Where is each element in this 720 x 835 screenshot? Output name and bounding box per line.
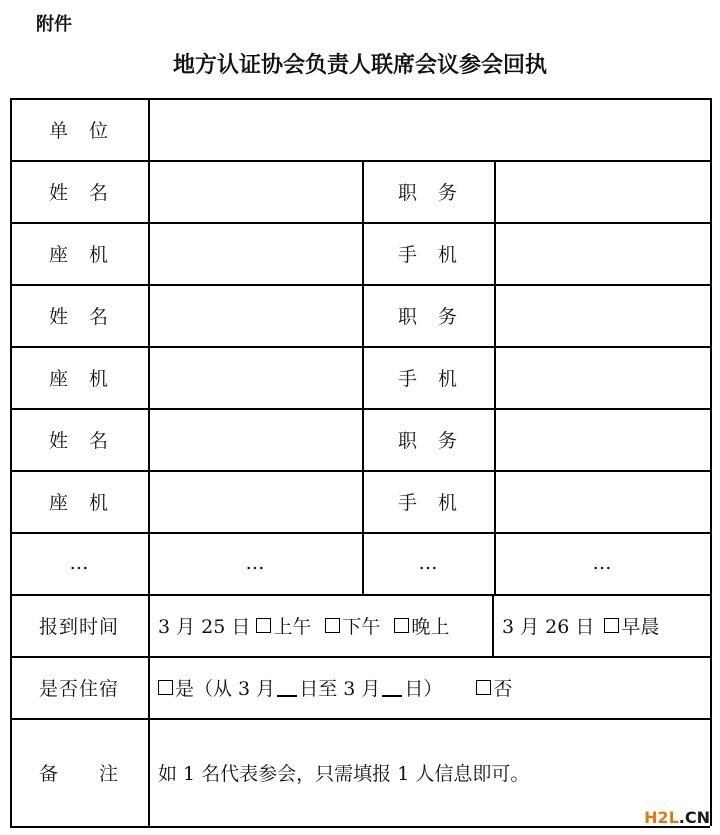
phone-field[interactable] — [148, 346, 362, 408]
ellipsis-cell: … — [69, 552, 89, 574]
page-title: 地方认证协会负责人联席会议参会回执 — [172, 52, 547, 78]
ellipsis-cell: … — [245, 552, 265, 574]
remarks-label: 备 注 — [38, 762, 119, 785]
phone-label: 座 机 — [48, 367, 109, 390]
lodging-range-open: （从 3 月 — [194, 677, 276, 700]
watermark-logo: H2L.CN — [644, 808, 710, 827]
lodging-yes-label: 是 — [175, 677, 195, 700]
mobile-field[interactable] — [494, 470, 710, 532]
early-morning-checkbox[interactable] — [604, 618, 619, 633]
evening-checkbox[interactable] — [394, 618, 409, 633]
name-label: 姓 名 — [48, 305, 109, 328]
registration-day1 — [148, 594, 492, 656]
lodging-no-checkbox[interactable] — [476, 680, 491, 695]
phone-label: 座 机 — [48, 243, 109, 266]
ellipsis-cell: … — [592, 552, 612, 574]
name-field[interactable] — [148, 408, 362, 470]
lodging-day-word: 日至 3 月 — [299, 677, 381, 700]
attachment-label: 附件 — [36, 14, 72, 35]
mobile-label: 手 机 — [397, 491, 458, 514]
name-field[interactable] — [148, 284, 362, 346]
mobile-field[interactable] — [494, 346, 710, 408]
table-border-h — [10, 826, 710, 828]
lodging-options — [148, 656, 710, 718]
name-label: 姓 名 — [48, 429, 109, 452]
phone-field[interactable] — [148, 470, 362, 532]
unit-field[interactable] — [148, 98, 710, 160]
ellipsis-cell: … — [418, 552, 438, 574]
mobile-label: 手 机 — [397, 243, 458, 266]
table-border-right — [710, 98, 712, 826]
day2-text: 3 月 26 日 — [502, 615, 595, 638]
start-day-blank[interactable] — [277, 677, 297, 697]
position-field[interactable] — [494, 160, 710, 222]
early-morning-label: 早晨 — [621, 615, 660, 638]
end-day-blank[interactable] — [382, 677, 402, 697]
registration-label: 报到时间 — [38, 615, 119, 638]
mobile-field[interactable] — [494, 222, 710, 284]
remarks-text: 如 1 名代表参会，只需填报 1 人信息即可。 — [158, 762, 530, 785]
position-label: 职 务 — [397, 429, 458, 452]
name-field[interactable] — [148, 160, 362, 222]
am-checkbox[interactable] — [256, 618, 271, 633]
unit-label: 单 位 — [48, 119, 109, 142]
phone-label: 座 机 — [48, 491, 109, 514]
am-label: 上午 — [273, 615, 312, 638]
position-label: 职 务 — [397, 181, 458, 204]
phone-field[interactable] — [148, 222, 362, 284]
lodging-range-close: 日） — [404, 677, 443, 700]
mobile-label: 手 机 — [397, 367, 458, 390]
lodging-yes-checkbox[interactable] — [158, 680, 173, 695]
pm-checkbox[interactable] — [325, 618, 340, 633]
position-field[interactable] — [494, 408, 710, 470]
day1-text: 3 月 25 日 — [158, 615, 251, 638]
position-field[interactable] — [494, 284, 710, 346]
pm-label: 下午 — [342, 615, 381, 638]
registration-day2 — [492, 594, 710, 656]
lodging-no-label: 否 — [493, 677, 513, 700]
lodging-label: 是否住宿 — [38, 677, 119, 700]
name-label: 姓 名 — [48, 181, 109, 204]
evening-label: 晚上 — [411, 615, 450, 638]
position-label: 职 务 — [397, 305, 458, 328]
